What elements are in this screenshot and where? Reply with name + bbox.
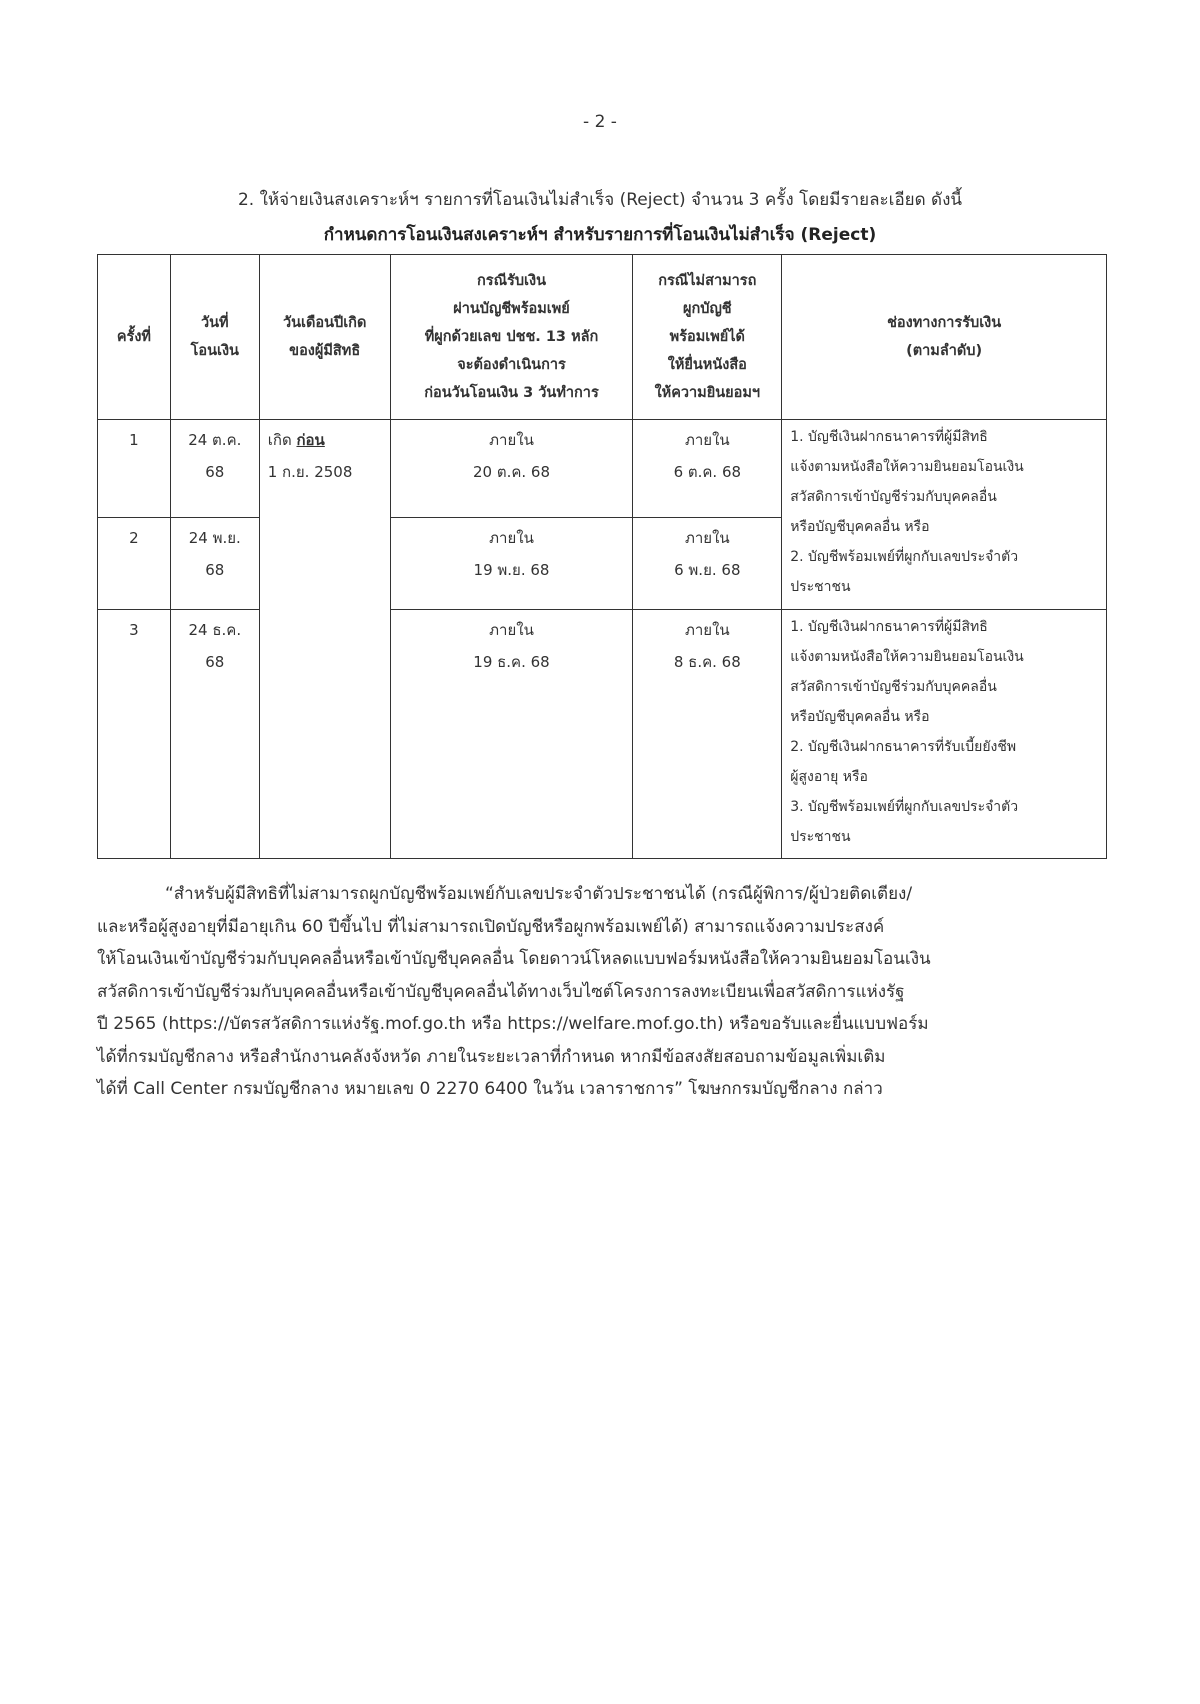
- page-number: - 2 -: [583, 112, 617, 132]
- schedule-table: [97, 254, 1107, 859]
- header-payment-channel: ช่องทางการรับเงิน (ตามลำดับ): [782, 255, 1107, 420]
- cell-round: 1: [98, 420, 171, 518]
- cell-consent-deadline: ภายใน 6 ต.ค. 68: [633, 420, 782, 518]
- cell-round: 3: [98, 610, 171, 859]
- cell-transfer-date: 24 ธ.ค. 68: [170, 610, 259, 859]
- cell-transfer-date: 24 พ.ย. 68: [170, 518, 259, 610]
- cell-promptpay-deadline: ภายใน 19 พ.ย. 68: [390, 518, 633, 610]
- cell-promptpay-deadline: ภายใน 20 ต.ค. 68: [390, 420, 633, 518]
- cell-promptpay-deadline: ภายใน 19 ธ.ค. 68: [390, 610, 633, 859]
- header-promptpay-case: กรณีรับเงิน ผ่านบัญชีพร้อมเพย์ ที่ผูกด้วยเลข ปชช. 13 หลัก จะต้องดำเนินการ ก่อนวันโอนเงิน 3 วันทำการ: [390, 255, 633, 420]
- cell-consent-deadline: ภายใน 8 ธ.ค. 68: [633, 610, 782, 859]
- cell-round: 2: [98, 518, 171, 610]
- cell-birth-condition: เกิด ก่อน 1 ก.ย. 2508: [259, 420, 390, 859]
- table-heading: กำหนดการโอนเงินสงเคราะห์ฯ สำหรับรายการที่โอนเงินไม่สำเร็จ (Reject): [323, 225, 877, 245]
- header-birth-date: วันเดือนปีเกิด ของผู้มีสิทธิ: [259, 255, 390, 420]
- welfare-website-reference: ปี 2565 (https://บัตรสวัสดิการแห่งรัฐ.mof.go.th หรือ https://welfare.mof.go.th) หรือขอรับและยื่นแบบฟอร์ม: [97, 1014, 929, 1034]
- table-header-row: [98, 255, 1107, 420]
- emphasis-before: ก่อน: [296, 431, 325, 449]
- table-row: [98, 610, 1107, 859]
- call-center-reference: ได้ที่ Call Center กรมบัญชีกลาง หมายเลข 0 2270 6400 ในวัน เวลาราชการ” โฆษกกรมบัญชีกลาง กล่าว: [97, 1079, 883, 1099]
- header-round: ครั้งที่: [98, 255, 171, 420]
- cell-payment-channels-3: 1. บัญชีเงินฝากธนาคารที่ผู้มีสิทธิ แจ้งตามหนังสือให้ความยินยอมโอนเงิน สวัสดิการเข้าบัญชีร่วมกับบุคคลอื่น หรือบัญชีบุคคลอื่น หรือ 2. บัญชีเงินฝากธนาคารที่รับเบี้ยยังชีพ ผู้สูงอายุ หรือ 3. บัญชีพร้อมเพย์ที่ผูกกับเลขประจำตัว ประชาชน: [782, 610, 1107, 859]
- intro-text: 2. ให้จ่ายเงินสงเคราะห์ฯ รายการที่โอนเงินไม่สำเร็จ (Reject) จำนวน 3 ครั้ง โดยมีรายละเอียด ดังนี้: [237, 190, 963, 210]
- header-consent-case: กรณีไม่สามารถ ผูกบัญชี พร้อมเพย์ได้ ให้ยื่นหนังสือ ให้ความยินยอมฯ: [633, 255, 782, 420]
- cell-transfer-date: 24 ต.ค. 68: [170, 420, 259, 518]
- table-row: [98, 420, 1107, 518]
- cell-consent-deadline: ภายใน 6 พ.ย. 68: [633, 518, 782, 610]
- cell-payment-channels-1-2: 1. บัญชีเงินฝากธนาคารที่ผู้มีสิทธิ แจ้งตามหนังสือให้ความยินยอมโอนเงิน สวัสดิการเข้าบัญชีร่วมกับบุคคลอื่น หรือบัญชีบุคคลอื่น หรือ 2. บัญชีพร้อมเพย์ที่ผูกกับเลขประจำตัว ประชาชน: [782, 420, 1107, 610]
- spokesperson-quote: “สำหรับผู้มีสิทธิที่ไม่สามารถผูกบัญชีพร้อมเพย์กับเลขประจำตัวประชาชนได้ (กรณีผู้พิการ/ผู้ป่วยติดเตียง/ และหรือผู้สูงอายุที่มีอายุเกิน 60 ปีขึ้นไป ที่ไม่สามารถเปิดบัญชีหรือผูกพร้อมเพย์ได้) สามารถแจ้งความประสงค์ ให้โอนเงินเข้าบัญชีร่วมกับบุคคลอื่นหรือเข้าบัญชีบุคคลอื่น โดยดาวน์โหลดแบบฟอร์มหนังสือให้ความยินยอมโอนเงิน สวัสดิการเข้าบัญชีร่วมกับบุคคลอื่นหรือเข้าบัญชีบุคคลอื่นได้ทางเว็บไซต์โครงการลงทะเบียนเพื่อสวัสดิการแห่งรัฐ ปี 2565 (https://บัตรสวัสดิการแห่งรัฐ.mof.go.th หรือ https://welfare.mof.go.th) หรือขอรับและยื่นแบบฟอร์ม ได้ที่กรมบัญชีกลาง หรือสำนักงานคลังจังหวัด ภายในระยะเวลาที่กำหนด หากมีข้อสงสัยสอบถามข้อมูลเพิ่มเติม ได้ที่ Call Center กรมบัญชีกลาง หมายเลข 0 2270 6400 ในวัน เวลาราชการ” โฆษกกรมบัญชีกลาง กล่าว: [97, 878, 1107, 1106]
- header-transfer-date: วันที่ โอนเงิน: [170, 255, 259, 420]
